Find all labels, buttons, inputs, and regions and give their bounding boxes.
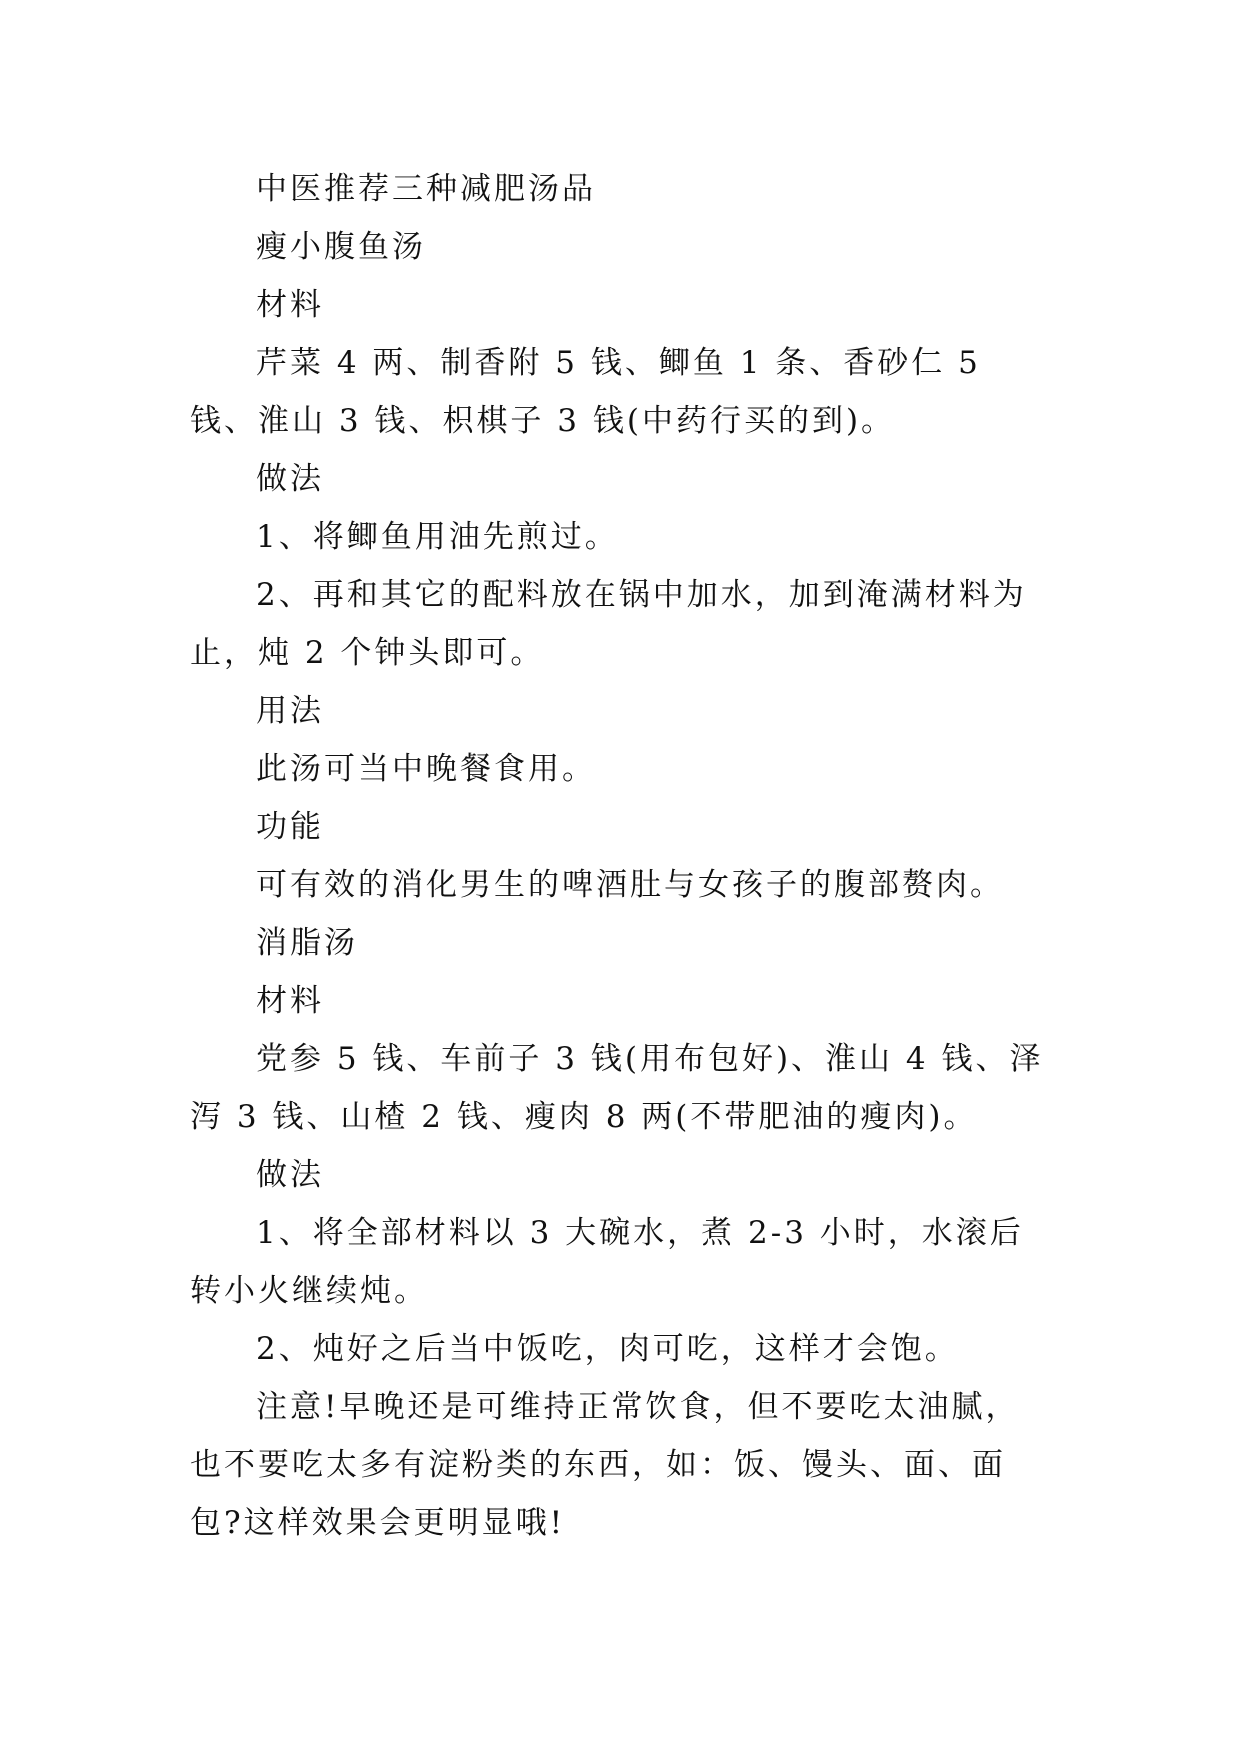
subheading: 用法 — [256, 693, 324, 729]
section-heading: 消脂汤 — [256, 925, 358, 961]
paragraph: 1、将鲫鱼用油先煎过。 — [256, 519, 619, 555]
section-heading: 瘦小腹鱼汤 — [256, 229, 426, 265]
paragraph: 注意!早晚还是可维持正常饮食，但不要吃太油腻，也不要吃太多有淀粉类的东西，如：饭、馒头、面、面包?这样效果会更明显哦! — [190, 1389, 1020, 1541]
subheading: 做法 — [256, 1157, 324, 1193]
document-title: 中医推荐三种减肥汤品 — [256, 171, 596, 207]
paragraph: 2、炖好之后当中饭吃，肉可吃，这样才会饱。 — [256, 1331, 959, 1367]
subheading: 做法 — [256, 461, 324, 497]
document-body — [190, 160, 1050, 1552]
subheading: 功能 — [256, 809, 324, 845]
subheading: 材料 — [256, 983, 324, 1019]
paragraph: 1、将全部材料以 3 大碗水，煮 2-3 小时，水滚后转小火继续炖。 — [190, 1215, 1024, 1309]
paragraph: 2、再和其它的配料放在锅中加水，加到淹满材料为止，炖 2 个钟头即可。 — [190, 577, 1027, 671]
subheading: 材料 — [256, 287, 324, 323]
paragraph: 可有效的消化男生的啤酒肚与女孩子的腹部赘肉。 — [256, 867, 1004, 903]
paragraph: 此汤可当中晚餐食用。 — [256, 751, 596, 787]
paragraph: 芹菜 4 两、制香附 5 钱、鲫鱼 1 条、香砂仁 5 钱、淮山 3 钱、枳棋子 3 钱(中药行买的到)。 — [190, 345, 981, 439]
paragraph: 党参 5 钱、车前子 3 钱(用布包好)、淮山 4 钱、泽泻 3 钱、山楂 2 钱、瘦肉 8 两(不带肥油的瘦肉)。 — [190, 1041, 1044, 1135]
